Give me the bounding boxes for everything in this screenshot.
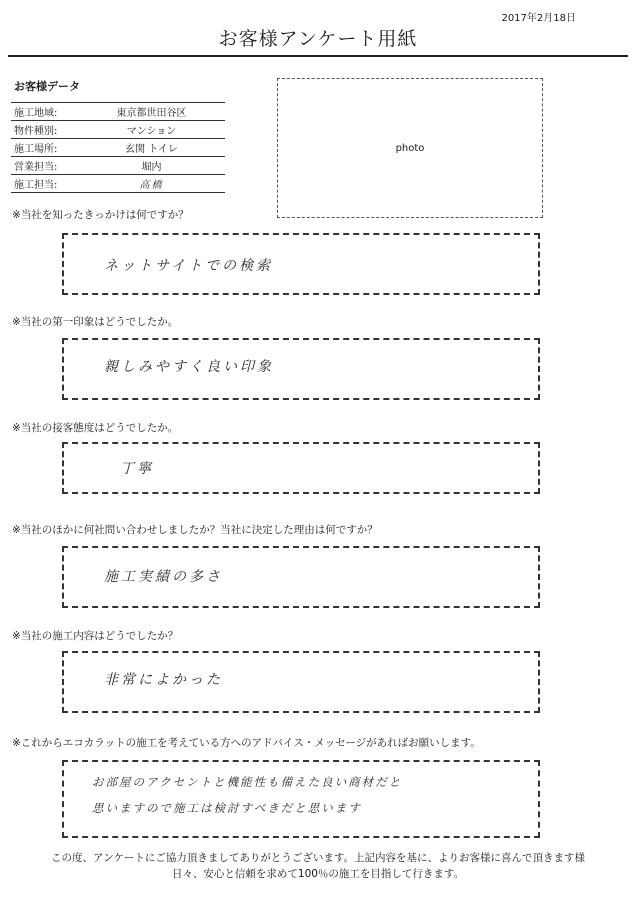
customer-row-sales-rep xyxy=(11,157,225,175)
answer-box-2 xyxy=(62,338,540,400)
customer-value: マンション xyxy=(126,126,177,137)
answer-text-3: 丁寧 xyxy=(120,461,154,477)
customer-data-heading: お客様データ xyxy=(14,80,80,93)
footer-line-1: この度、アンケートにご協力頂きましてありがとうございます。上記内容を基に、よりお客様に喜んで頂きます様 xyxy=(50,852,586,864)
answer-text-2: 親しみやすく良い印象 xyxy=(104,359,274,375)
customer-value: 堀内 xyxy=(141,162,162,173)
answer-box-3 xyxy=(62,442,540,494)
answer-text-6-line-2: 思いますので施工は検討すべきだと思います xyxy=(92,801,362,815)
customer-label: 施工地域: xyxy=(14,108,58,119)
answer-box-4 xyxy=(62,546,540,608)
photo-placeholder xyxy=(277,78,543,218)
customer-label: 営業担当: xyxy=(14,162,58,173)
customer-value-handwritten: 高橋 xyxy=(139,180,164,191)
question-6: ※これからエコカラットの施工を考えている方へのアドバイス・メッセージがあればお願いします。 xyxy=(12,737,481,749)
question-5: ※当社の施工内容はどうでしたか？ xyxy=(12,630,179,642)
customer-row-area xyxy=(11,103,225,121)
customer-data-table xyxy=(11,102,225,193)
customer-value: 東京都世田谷区 xyxy=(116,108,187,119)
answer-text-4: 施工実績の多さ xyxy=(104,569,223,585)
answer-box-1 xyxy=(62,233,540,295)
customer-value: 玄関 トイレ xyxy=(125,144,178,155)
answer-text-6-line-1: お部屋のアクセントと機能性も備えた良い商材だと xyxy=(92,775,403,789)
answer-box-6 xyxy=(62,760,540,838)
question-3: ※当社の接客態度はどうでしたか。 xyxy=(12,422,179,434)
customer-label: 施工場所: xyxy=(14,144,58,155)
question-2: ※当社の第一印象はどうでしたか。 xyxy=(12,316,179,328)
question-1: ※当社を知ったきっかけは何ですか？ xyxy=(12,209,189,221)
customer-row-installer xyxy=(11,175,225,193)
customer-label: 施工担当: xyxy=(14,180,58,191)
photo-label: photo xyxy=(395,142,425,154)
survey-date: 2017年2月18日 xyxy=(501,13,576,24)
question-4: ※当社のほかに何社問い合わせしましたか？当社に決定した理由は何ですか？ xyxy=(12,524,378,536)
answer-box-5 xyxy=(62,651,540,713)
answer-text-5: 非常によかった xyxy=(104,672,223,688)
answer-text-1: ネットサイトでの検索 xyxy=(104,258,274,274)
customer-row-location xyxy=(11,139,225,157)
page-title: お客様アンケート用紙 xyxy=(8,24,628,57)
footer-line-2: 日々、安心と信頼を求めて100％の施工を目指して行きます。 xyxy=(171,868,465,880)
customer-label: 物件種別: xyxy=(14,126,58,137)
customer-row-property-type xyxy=(11,121,225,139)
